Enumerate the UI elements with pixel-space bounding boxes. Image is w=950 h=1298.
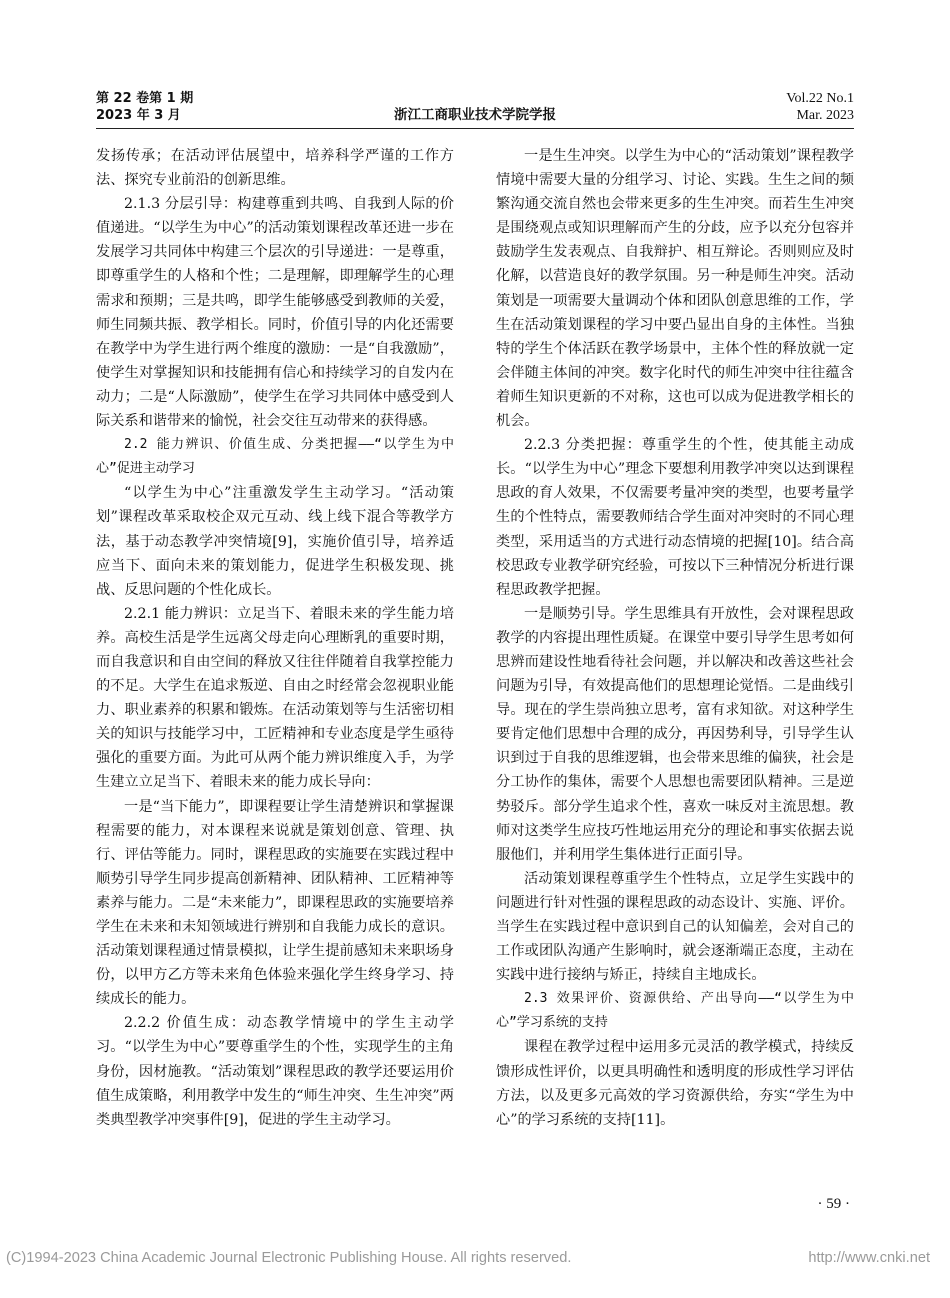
- header-date-cn: 2023 年 3 月: [96, 108, 181, 123]
- paragraph: 2.2.2 价值生成：动态教学情境中的学生主动学习。“以学生为中心”要尊重学生的个性，实现学生的主角身份，因材施教。“活动策划”课程思政的教学还要运用价值生成策略，利用教学中发生的“师生冲突、生生冲突”两类典型教学冲突事件[9]，促进的学生主动学习。: [96, 1015, 454, 1128]
- paragraph: 2.2.1 能力辨识：立足当下、着眼未来的学生能力培养。高校生活是学生远离父母走向心理断乳的重要时期，而自我意识和自由空间的释放又往往伴随着自我掌控能力的不足。大学生在追求叛逆、自由之时经常会忽视职业能力、职业素养的积累和锻炼。在活动策划等与生活密切相关的知识与技能学习中，工匠精神和专业态度是学生亟待强化的重要方面。为此可从两个能力辨识维度入手，为学生建立立足当下、着眼未来的能力成长导向：: [96, 605, 454, 791]
- header-vol-cn: 第 22 卷第 1 期: [96, 91, 194, 106]
- paragraph: 发扬传承；在活动评估展望中，培养科学严谨的工作方法、探究专业前沿的创新思维。: [96, 148, 454, 189]
- left-column: [96, 144, 454, 1132]
- right-column: [496, 144, 854, 1132]
- section-heading: 2.3 效果评价、资源供给、产出导向——“以学生为中心”学习系统的支持: [496, 991, 854, 1031]
- running-header: [96, 90, 854, 128]
- page-number: · 59 ·: [817, 1196, 850, 1212]
- footer-url[interactable]: http://www.cnki.net: [808, 1250, 930, 1266]
- paragraph: 2.1.3 分层引导：构建尊重到共鸣、自我到人际的价值递进。“以学生为中心”的活动策划课程改革还进一步在发展学习共同体中构建三个层次的引导递进：一是尊重，即尊重学生的人格和个性；二是理解，即理解学生的心理需求和预期；三是共鸣，即学生能够感受到教师的关爱，师生同频共振、教学相长。同时，价值引导的内化还需要在教学中为学生进行两个维度的激励：一是“自我激励”，使学生对掌握知识和技能拥有信心和持续学习的自发内在动力；二是“人际激励”，使学生在学习共同体中感受到人际关系和谐带来的愉悦，社会交往互动带来的获得感。: [96, 196, 454, 430]
- paragraph: 一是顺势引导。学生思维具有开放性，会对课程思政教学的内容提出理性质疑。在课堂中要引导学生思考如何思辨而建设性地看待社会问题，并以解决和改善这些社会问题为引导，有效提高他们的思想理论觉悟。二是曲线引导。现在的学生崇尚独立思考，富有求知欲。对这种学生要肯定他们思想中合理的成分，再因势利导，引导学生认识到过于自我的思维逻辑，也会带来思维的偏狭，社会是分工协作的集体，需要个人思想也需要团队精神。三是逆势驳斥。部分学生追求个性，喜欢一味反对主流思想。教师对这类学生应技巧性地运用充分的理论和事实依据去说服他们，并利用学生集体进行正面引导。: [496, 605, 854, 863]
- header-date-en: Mar. 2023: [796, 108, 854, 123]
- paragraph: 一是“当下能力”，即课程要让学生清楚辨识和掌握课程需要的能力，对本课程来说就是策划创意、管理、执行、评估等能力。同时，课程思政的实施要在实践过程中顺势引导学生同步提高创新精神、团队精神、工匠精神等素养与能力。二是“未来能力”，即课程思政的实施要培养学生在未来和未知领域进行辨别和自我能力成长的意识。活动策划课程通过情景模拟，让学生提前感知未来职场身份，以甲方乙方等未来角色体验来强化学生终身学习、持续成长的能力。: [96, 798, 454, 1008]
- header-volume-en: [786, 90, 854, 124]
- copyright-notice: (C)1994-2023 China Academic Journal Electronic Publishing House. All rights reserved.: [6, 1250, 572, 1266]
- header-rule: [96, 128, 854, 129]
- paragraph: 一是生生冲突。以学生为中心的“活动策划”课程教学情境中需要大量的分组学习、讨论、实践。生生之间的频繁沟通交流自然也会带来更多的生生冲突。而若生生冲突是围绕观点或知识理解而产生的分歧，应予以充分包容并鼓励学生发表观点、自我辩护、相互辩论。否则则应及时化解，以营造良好的教学氛围。另一种是师生冲突。活动策划是一项需要大量调动个体和团队创意思维的工作，学生在活动策划课程的学习中要凸显出自身的主体性。当独特的学生个体活跃在教学场景中，主体个性的释放就一定会伴随主体间的冲突。数字化时代的师生冲突中往往蕴含着师生知识更新的不对称，这也可以成为促进教学相长的机会。: [496, 148, 854, 430]
- footer: [6, 1250, 930, 1266]
- paragraph: “以学生为中心”注重激发学生主动学习。“活动策划”课程改革采取校企双元互动、线上线下混合等教学方法，基于动态教学冲突情境[9]，实施价值引导，培养适应当下、面向未来的策划能力，促进学生积极发现、挑战、反思问题的个性化成长。: [96, 485, 454, 598]
- paragraph: 2.2.3 分类把握：尊重学生的个性，使其能主动成长。“以学生为中心”理念下要想利用教学冲突以达到课程思政的育人效果，不仅需要考量冲突的类型，也要考量学生的个性特点，需要教师结合学生面对冲突时的不同心理类型，采用适当的方式进行动态情境的把握[10]。结合高校思政专业教学研究经验，可按以下三种情况分析进行课程思政教学把握。: [496, 437, 854, 598]
- paragraph: 活动策划课程尊重学生个性特点，立足学生实践中的问题进行针对性强的课程思政的动态设计、实施、评价。当学生在实践过程中意识到自己的认知偏差，会对自己的工作或团队沟通产生影响时，就会逐渐端正态度，主动在实践中进行接纳与矫正，持续自主地成长。: [496, 870, 854, 984]
- journal-title: 浙江工商职业技术学院学报: [394, 107, 556, 123]
- header-vol-en: Vol.22 No.1: [786, 91, 854, 106]
- section-heading: 2.2 能力辨识、价值生成、分类把握——“以学生为中心”促进主动学习: [96, 437, 454, 477]
- paragraph: 课程在教学过程中运用多元灵活的教学模式，持续反馈形成性评价，以更具明确性和透明度的形成性学习评估方法，以及更多元高效的学习资源供给，夯实“学生为中心”的学习系统的支持[11]。: [496, 1039, 854, 1128]
